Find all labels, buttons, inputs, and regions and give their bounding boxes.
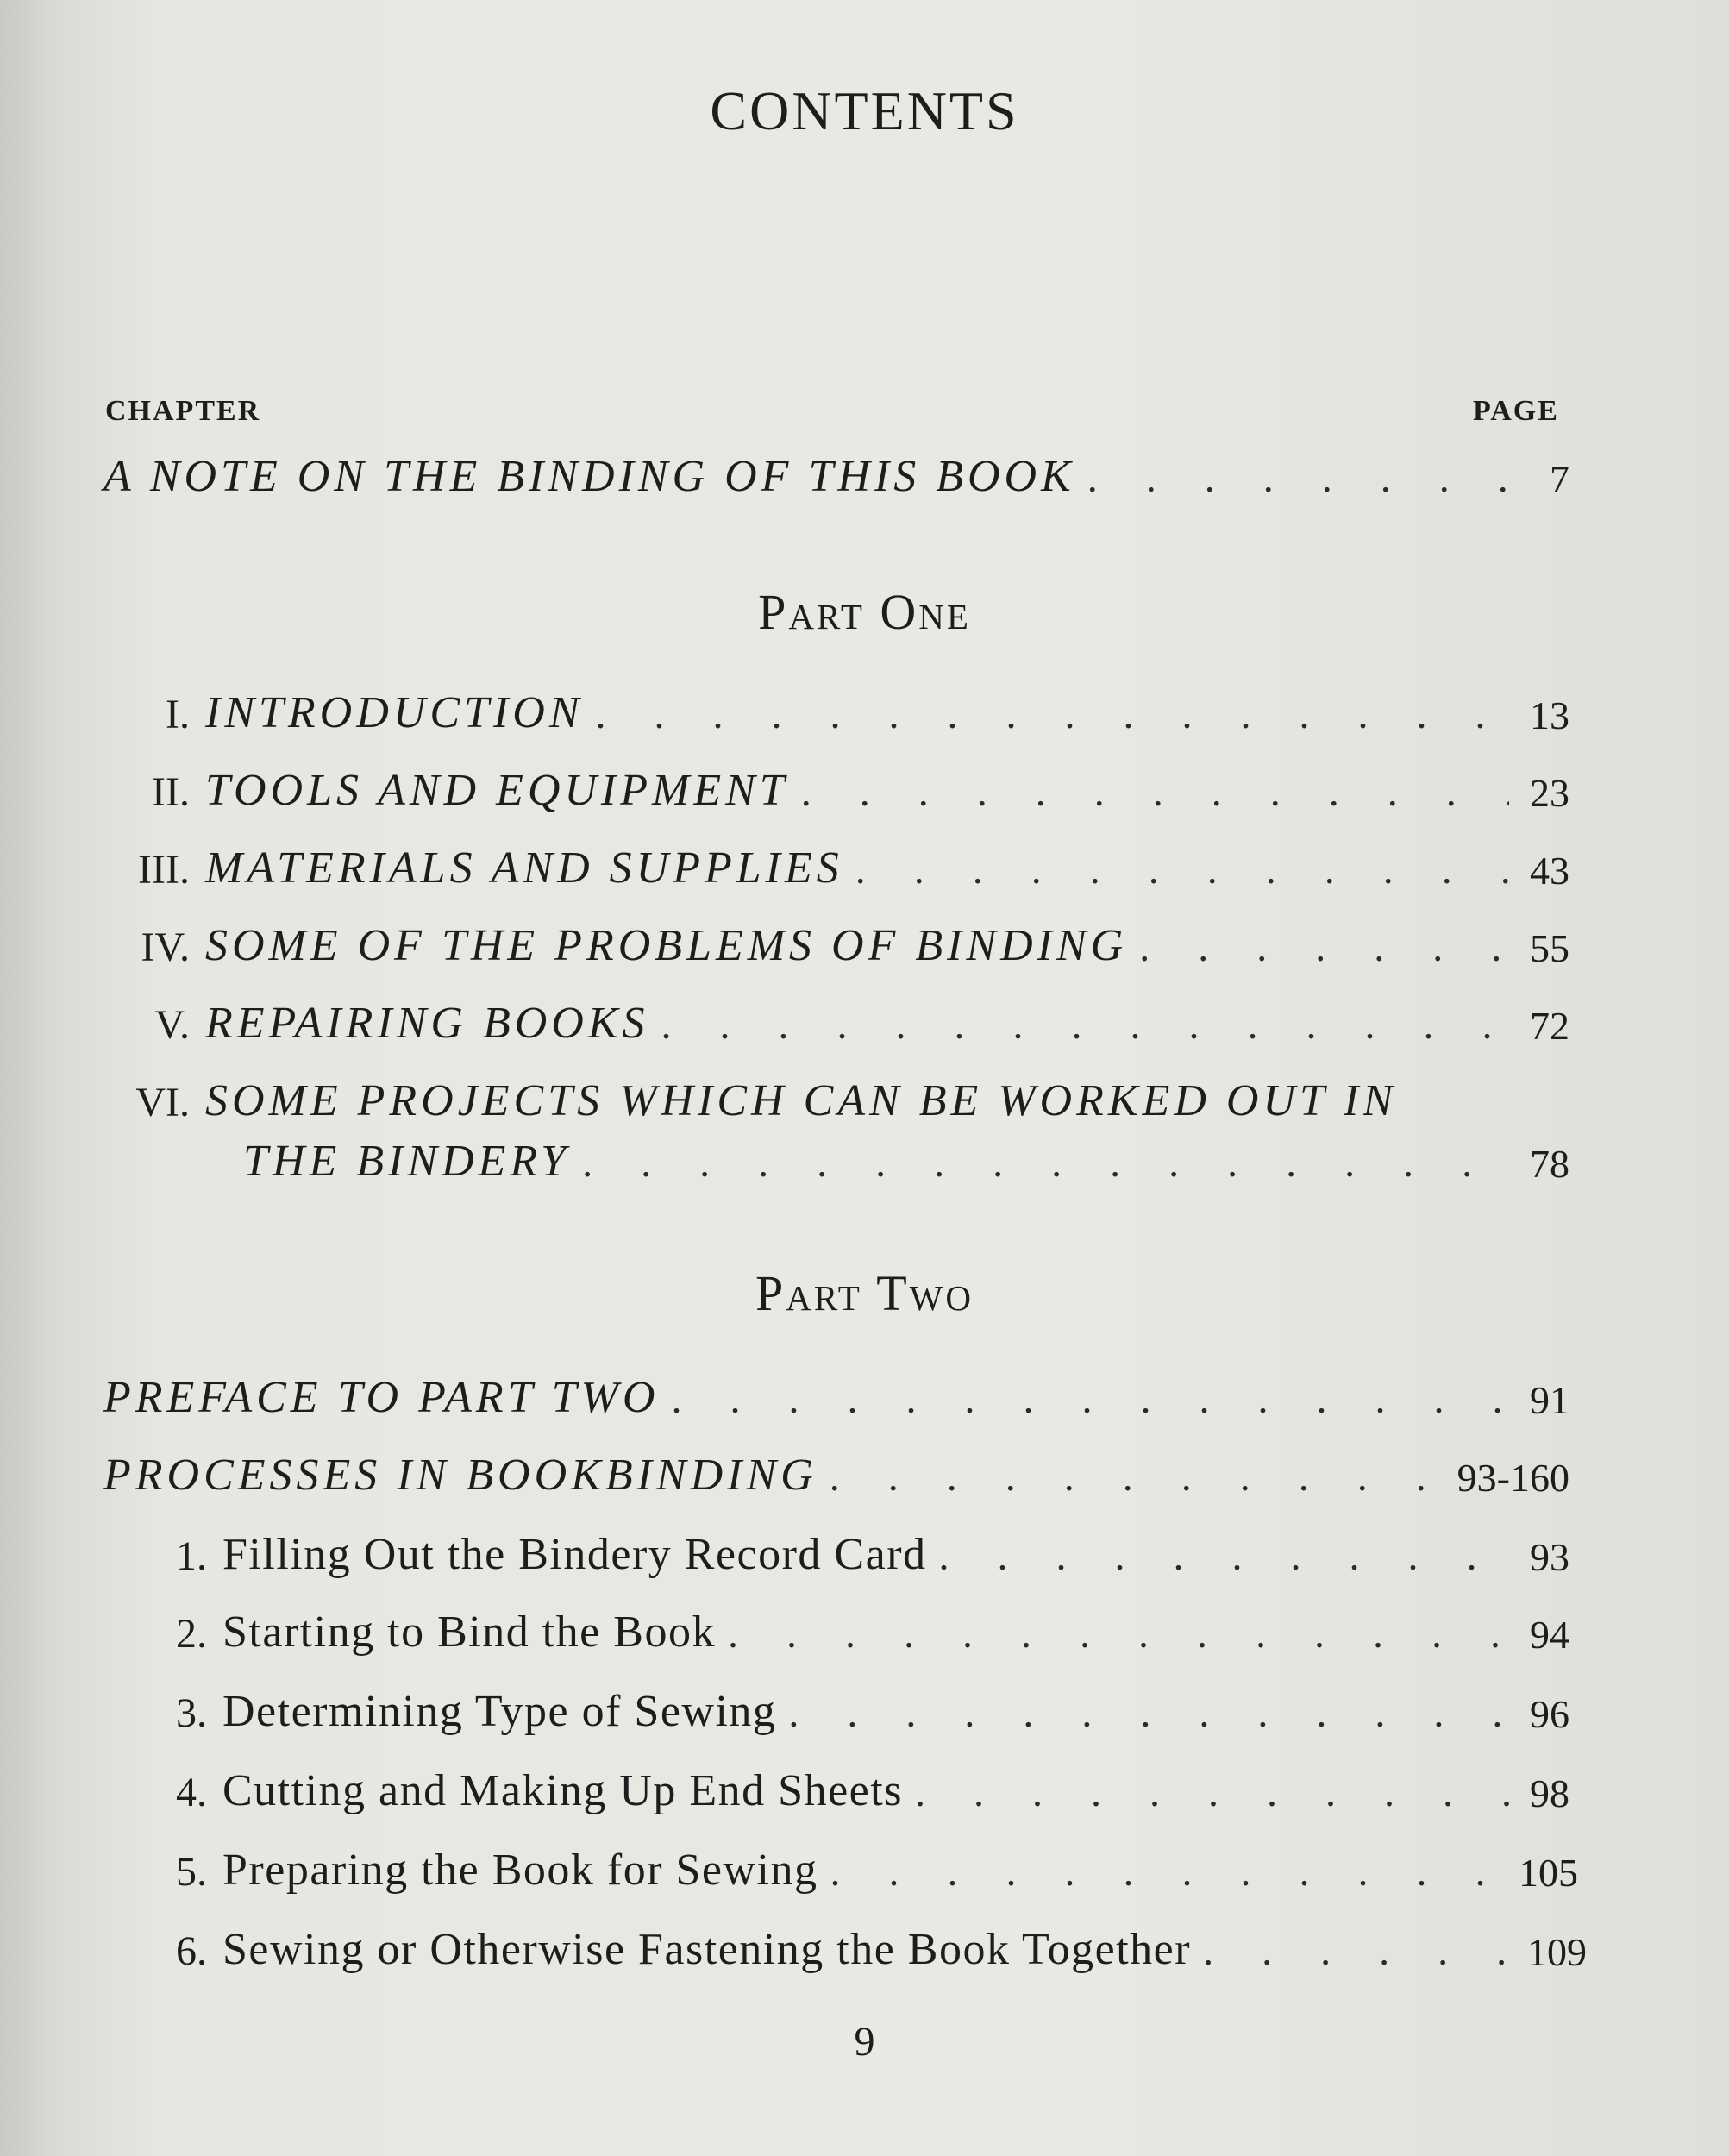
toc-entry-page: 23 [1530,771,1569,815]
part-one-heading: Part One [758,584,971,640]
process-page: 93 [1530,1535,1569,1579]
dot-leader [1127,924,1509,971]
toc-entry-page: 72 [1530,1004,1569,1048]
toc-entry-title: SOME OF THE PROBLEMS OF BINDING [205,921,1128,970]
process-number: 6. [176,1928,207,1974]
toc-entry-chapter [103,988,1569,1049]
dot-leader [903,1769,1509,1816]
process-page: 109 [1527,1930,1587,1974]
toc-entry-title: MATERIALS AND SUPPLIES [205,843,843,893]
chapter-number: II. [152,769,190,815]
dot-leader [1075,454,1509,502]
toc-entry-page: 91 [1530,1378,1569,1422]
page-column-header: PAGE [1473,395,1559,427]
dot-leader [570,1139,1509,1187]
page-number: 9 [854,2019,875,2065]
toc-entry-chapter [103,1066,1569,1126]
toc-entry-chapter [103,833,1569,893]
toc-entry-page: 43 [1530,849,1569,893]
toc-entry-title: SOME PROJECTS WHICH CAN BE WORKED OUT IN [205,1076,1397,1125]
toc-entry-title: PREFACE TO PART TWO [103,1373,660,1422]
toc-entry [103,1440,1569,1501]
chapter-number: VI. [135,1080,190,1125]
dot-leader [776,1689,1509,1737]
process-entry [164,1835,1578,1896]
process-title: Starting to Bind the Book [222,1608,716,1657]
part-two-heading: Part Two [755,1265,974,1321]
dot-leader [843,846,1509,893]
dot-leader [716,1610,1509,1658]
toc-entry-chapter [103,678,1569,738]
process-page: 98 [1530,1771,1569,1815]
process-entry [164,1756,1569,1816]
process-title: Cutting and Making Up End Sheets [222,1766,903,1815]
process-entry [164,1677,1569,1737]
toc-entry-page: 13 [1530,693,1569,737]
toc-entry-page: 93-160 [1456,1456,1569,1500]
process-page: 94 [1530,1613,1569,1657]
dot-leader [789,768,1509,816]
process-number: 5. [176,1849,207,1895]
process-title: Filling Out the Bindery Record Card [222,1530,927,1579]
dot-leader [659,1376,1509,1423]
page-title: CONTENTS [710,80,1019,141]
process-entry [164,1915,1587,1975]
toc-entry-page: 7 [1550,457,1569,501]
toc-entry-title: TOOLS AND EQUIPMENT [205,766,789,815]
process-number: 4. [176,1770,207,1815]
toc-entry-title: INTRODUCTION [205,688,584,737]
process-page: 96 [1530,1692,1569,1736]
dot-leader [818,1848,1500,1896]
toc-entry-page: 78 [1530,1142,1569,1186]
chapter-number: IV. [141,924,190,970]
toc-entry [103,1363,1569,1423]
toc-entry-continuation [243,1126,1569,1187]
toc-entry-title: PROCESSES IN BOOKBINDING [103,1451,818,1500]
process-title: Sewing or Otherwise Fastening the Book Together [222,1925,1192,1974]
process-page: 105 [1519,1851,1578,1895]
process-number: 2. [176,1611,207,1657]
dot-leader [818,1453,1431,1501]
toc-entry-title: REPAIRING BOOKS [205,999,649,1048]
toc-entry-title: A NOTE ON THE BINDING OF THIS BOOK [103,452,1075,501]
dot-leader [649,1001,1509,1049]
process-title: Preparing the Book for Sewing [222,1846,818,1895]
process-entry [164,1520,1569,1580]
process-number: 3. [176,1690,207,1736]
chapter-number: III. [138,847,190,893]
process-entry [164,1597,1569,1658]
toc-entry-chapter [103,755,1569,816]
toc-entry-page: 55 [1530,926,1569,970]
process-title: Determining Type of Sewing [222,1687,777,1736]
chapter-column-header: CHAPTER [105,395,261,427]
dot-leader [927,1532,1509,1580]
process-number: 1. [176,1533,207,1579]
dot-leader [1191,1927,1509,1975]
chapter-number: I. [166,692,190,737]
toc-entry-note [103,442,1569,502]
toc-entry-title-cont: THE BINDERY [243,1137,571,1186]
chapter-number: V. [154,1002,190,1048]
dot-leader [584,691,1510,738]
toc-entry-chapter [103,911,1569,971]
